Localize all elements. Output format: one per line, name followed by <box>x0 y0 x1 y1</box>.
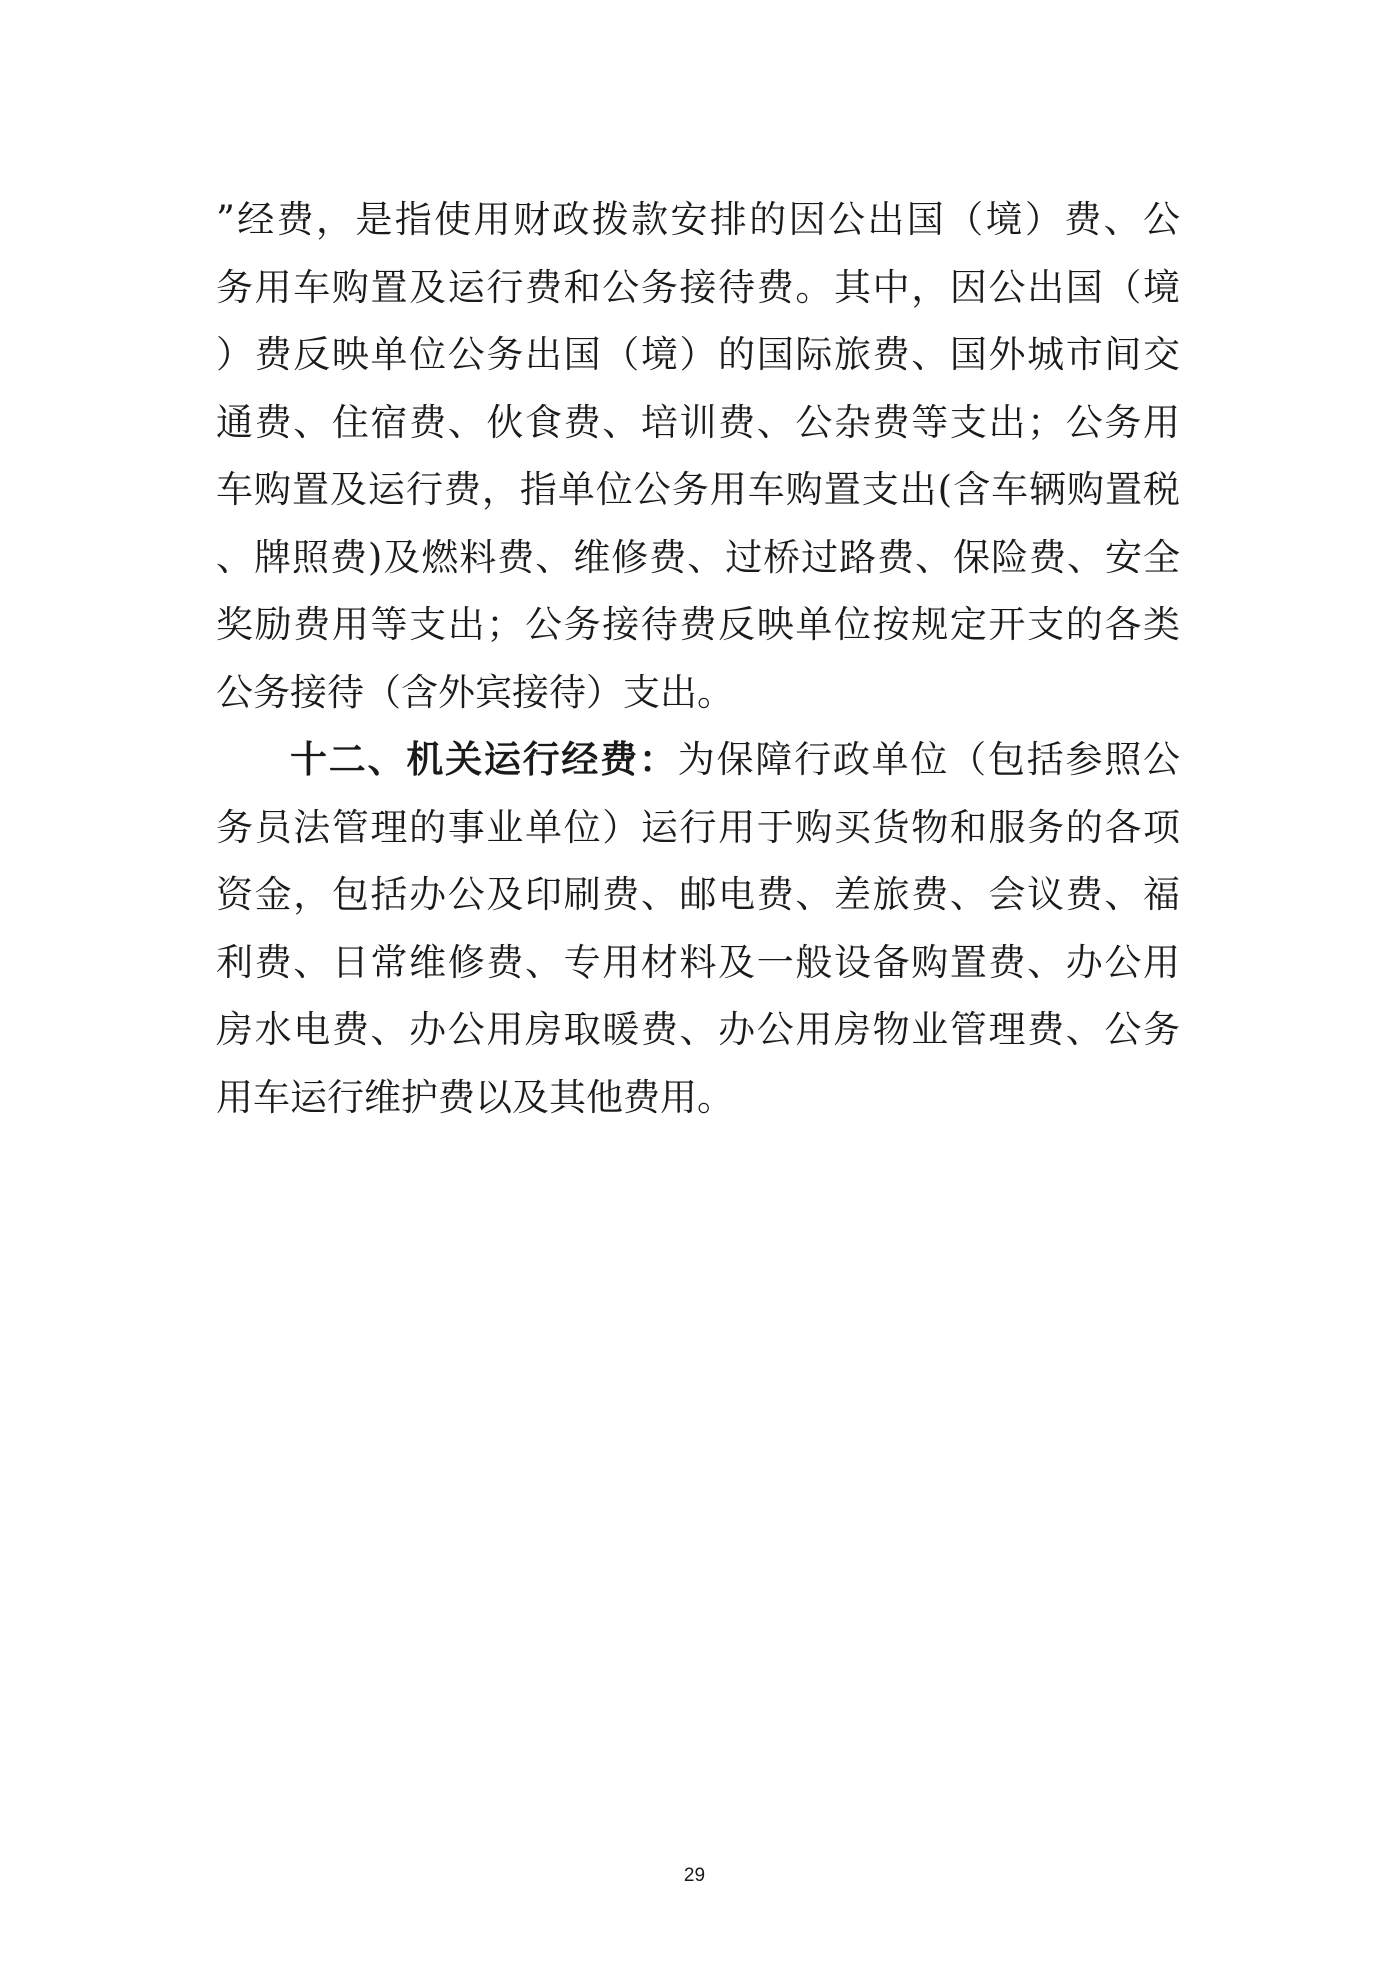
text-line: ）费反映单位公务出国（境）的国际旅费、国外城市间交 <box>216 333 1180 376</box>
text-line: 公务接待（含外宾接待）支出。 <box>216 670 734 714</box>
text-line: 利费、日常维修费、专用材料及一般设备购置费、办公用 <box>216 940 1180 984</box>
text-line: 务员法管理的事业单位）运行用于购买货物和服务的各项 <box>216 805 1180 849</box>
paragraph-agency-operating-expenses <box>216 726 1180 1131</box>
text-line: 房水电费、办公用房取暖费、办公用房物业管理费、公务 <box>216 1008 1180 1051</box>
text-line: 车购置及运行费，指单位公务用车购置支出(含车辆购置税 <box>216 468 1180 511</box>
text-line: 、牌照费)及燃料费、维修费、过桥过路费、保险费、安全 <box>216 535 1180 579</box>
text-line: 资金，包括办公及印刷费、邮电费、差旅费、会议费、福 <box>216 873 1180 916</box>
text-line-first <box>216 726 1180 794</box>
text-line: ”经费，是指使用财政拨款安排的因公出国（境）费、公 <box>216 198 1180 241</box>
text-line: 通费、住宿费、伙食费、培训费、公杂费等支出；公务用 <box>216 400 1180 444</box>
section-heading: 十二、机关运行经费： <box>290 737 678 781</box>
text-line-rest: 为保障行政单位（包括参照公 <box>677 738 1180 781</box>
text-line: 奖励费用等支出；公务接待费反映单位按规定开支的各类 <box>216 603 1180 646</box>
text-line: 务用车购置及运行费和公务接待费。其中，因公出国（境 <box>216 265 1180 309</box>
text-line: 用车运行维护费以及其他费用。 <box>216 1075 734 1119</box>
document-body <box>216 186 1180 1131</box>
paragraph-public-expenses <box>216 186 1180 726</box>
page-number: 29 <box>683 1865 706 1886</box>
